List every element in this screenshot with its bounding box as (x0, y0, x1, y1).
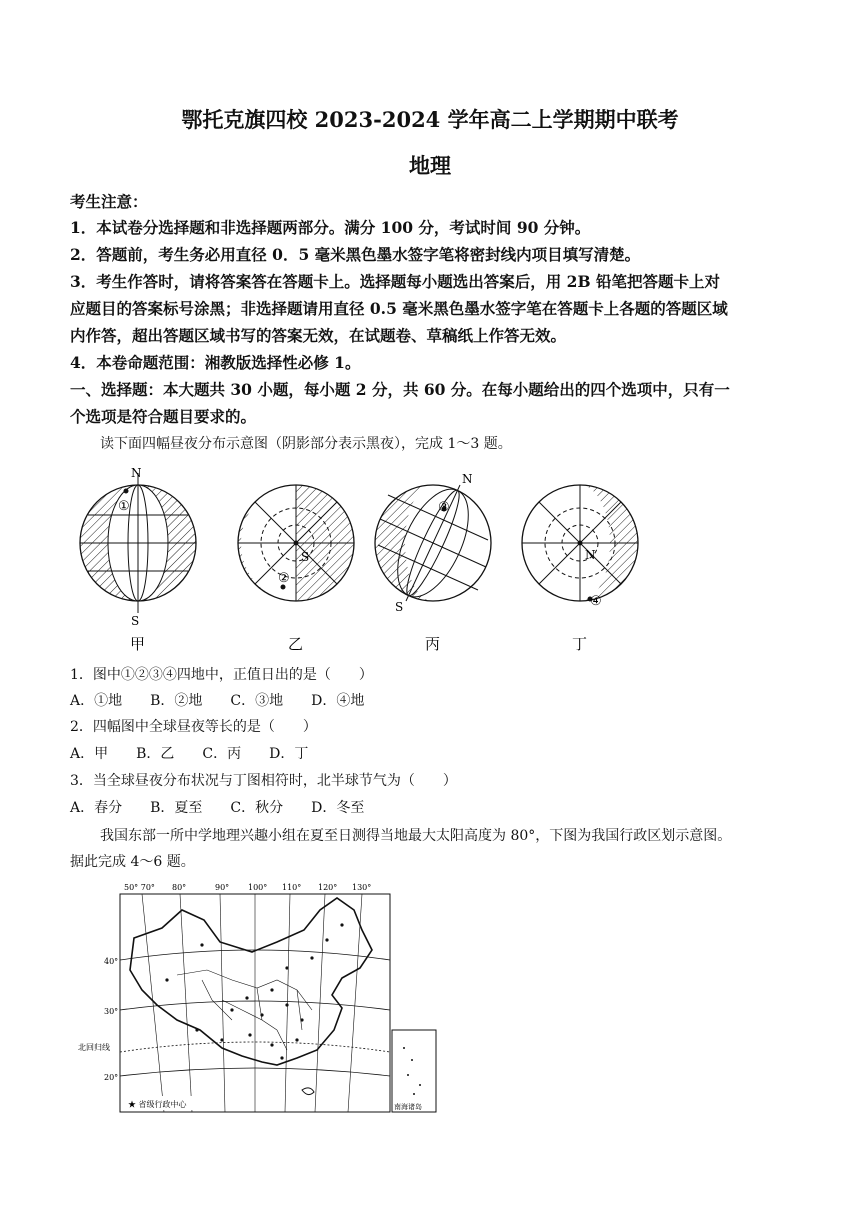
diagram-ding (522, 485, 638, 609)
notice-heading: 考生注意： (70, 192, 148, 211)
group2-intro-line1: 我国东部一所中学地理兴趣小组在夏至日测得当地最大太阳高度为 80°，下图为我国行政区划示意图。 (100, 828, 732, 844)
diagram-jia (80, 466, 196, 628)
day-night-diagrams (68, 465, 668, 655)
inset-label: 南海诸岛 (394, 1103, 422, 1111)
marker-4: ④ (590, 594, 602, 609)
ding-n-label: N (585, 548, 596, 562)
lat-label-40: 40° (104, 957, 119, 966)
lon-label-7: 130° (352, 883, 372, 892)
jia-s-label: S (131, 614, 140, 628)
question-3-stem: 3．当全球昼夜分布状况与丁图相符时，北半球节气为（ ） (70, 773, 457, 789)
label-ding: 丁 (572, 635, 588, 653)
notice-item-3-cont2: 内作答，超出答题区域书写的答案无效，在试题卷、草稿纸上作答无效。 (70, 326, 567, 345)
bing-s-label: S (395, 600, 404, 614)
marker-2: ② (278, 571, 290, 586)
lon-label-6: 120° (318, 883, 338, 892)
marker-1: ① (118, 499, 130, 514)
lat-label-30: 30° (104, 1007, 119, 1016)
lon-label-5: 110° (282, 883, 302, 892)
group2-intro-line2: 据此完成 4～6 题。 (70, 854, 195, 870)
exam-subject: 地理 (409, 153, 451, 178)
question-1-options: A．①地 B．②地 C．③地 D．④地 (70, 693, 365, 709)
bing-n-label: N (462, 472, 473, 486)
question-2-options: A．甲 B．乙 C．丙 D．丁 (70, 746, 309, 762)
question-3-options: A．春分 B．夏至 C．秋分 D．冬至 (70, 800, 365, 816)
map-legend: ★ 省级行政中心 (128, 1100, 187, 1109)
label-jia: 甲 (130, 635, 146, 653)
question-2-stem: 2．四幅图中全球昼夜等长的是（ ） (70, 719, 317, 735)
notice-item-1: 1．本试卷分选择题和非选择题两部分。满分 100 分，考试时间 90 分钟。 (70, 218, 591, 237)
notice-item-3: 3．考生作答时，请将答案答在答题卡上。选择题每小题选出答案后，用 2B 铅笔把答题卡上对 (70, 272, 720, 291)
lon-label-3: 90° (215, 883, 230, 892)
group1-intro: 读下面四幅昼夜分布示意图（阴影部分表示黑夜），完成 1～3 题。 (100, 436, 512, 452)
label-bing: 丙 (425, 635, 441, 653)
lon-label-4: 100° (248, 883, 268, 892)
notice-item-4: 4．本卷命题范围：湘教版选择性必修 1。 (70, 353, 361, 372)
china-map (72, 880, 452, 1120)
exam-title: 鄂托克旗四校 2023-2024 学年高二上学期期中联考 (181, 107, 679, 132)
notice-item-3-cont: 应题目的答案标号涂黑；非选择题请用直径 0.5 毫米黑色墨水签字笔在答题卡上各题的答题区域 (70, 299, 728, 318)
jia-n-label: N (131, 466, 142, 480)
section-heading-line2: 个选项是符合题目要求的。 (70, 407, 257, 426)
question-1-stem: 1．图中①②③④四地中，正值日出的是（ ） (70, 667, 373, 683)
diagram-bing (375, 472, 491, 614)
diagram-yi (238, 485, 354, 601)
lat-label-20: 20° (104, 1073, 119, 1082)
section-heading-line1: 一、选择题：本大题共 30 小题，每小题 2 分，共 60 分。在每小题给出的四个选项中，只有一 (70, 380, 730, 399)
tropic-label: 北回归线 (78, 1043, 110, 1052)
yi-s-label: S (301, 550, 310, 564)
notice-item-2: 2．答题前，考生务必用直径 0．5 毫米黑色墨水签字笔将密封线内项目填写清楚。 (70, 245, 641, 264)
lon-label-2: 80° (172, 883, 187, 892)
marker-3: ③ (438, 500, 450, 515)
label-yi: 乙 (288, 635, 304, 653)
lon-label-1: 50° 70° (124, 883, 155, 892)
